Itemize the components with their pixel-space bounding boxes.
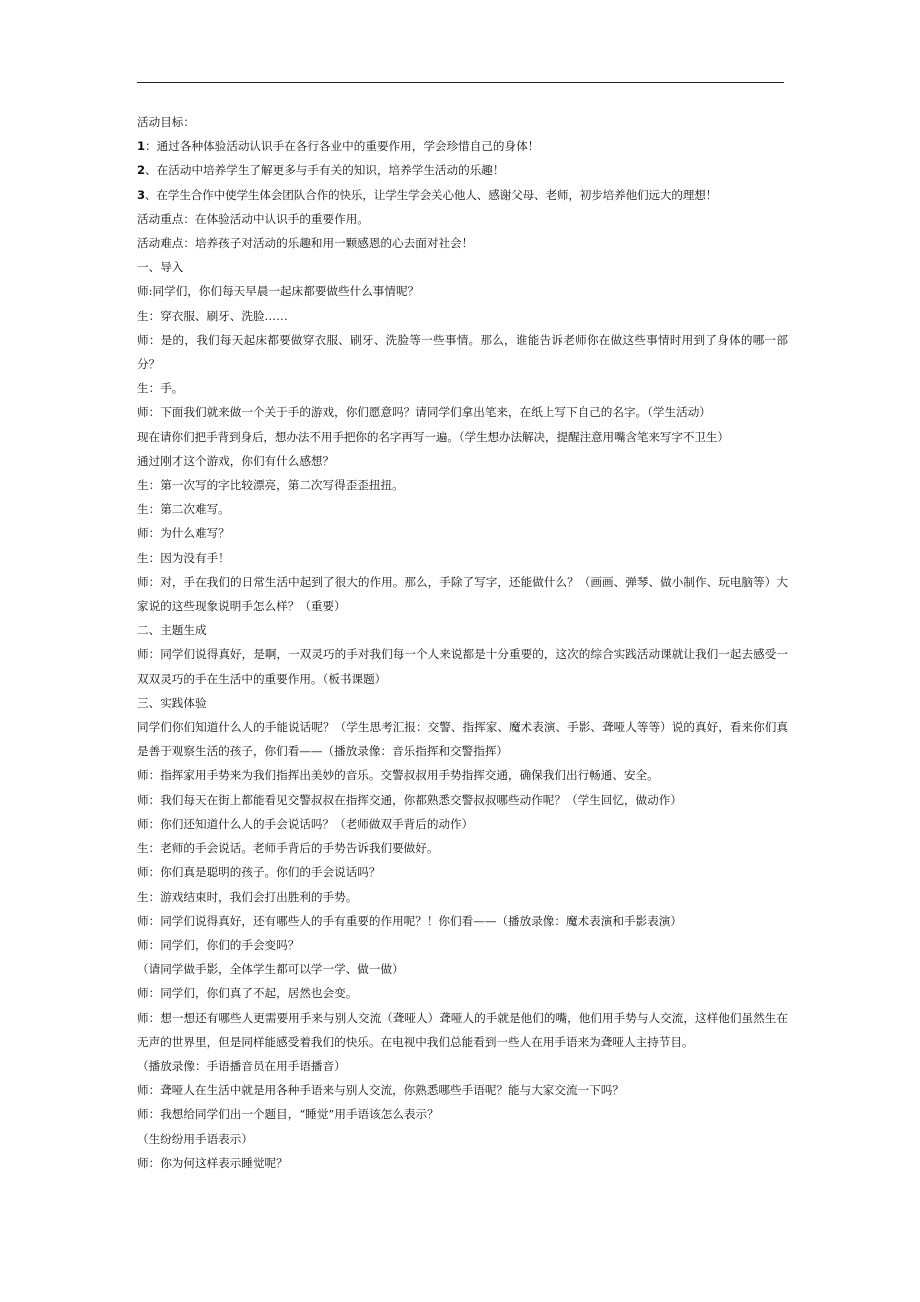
- paragraph: 师：聋哑人在生活中就是用各种手语来与别人交流，你熟悉哪些手语呢？能与大家交流一下吗？: [137, 1083, 624, 1098]
- paragraph: 生：老师的手会说话。老师手背后的手势告诉我们要做好。: [137, 841, 439, 856]
- section-3-heading: 三、实践体验: [137, 695, 207, 710]
- goal-1-number: 1: [137, 139, 146, 154]
- paragraph: 生：手。: [137, 381, 184, 396]
- paragraph: 师：你们还知道什么人的手会说话吗？（老师做双手背后的动作）: [137, 816, 474, 831]
- goal-3-text: 、在学生合作中使学生体会团队合作的快乐，让学生学会关心他人、感谢父母、老师，初步培养他们远大的理想！: [144, 187, 718, 202]
- paragraph: （生纷纷用手语表示）: [137, 1131, 253, 1146]
- paragraph: （播放录像：手语播音员在用手语播音）: [137, 1058, 346, 1073]
- paragraph: 师：为什么难写？: [137, 526, 230, 541]
- goal-3-number: 3: [137, 187, 145, 202]
- header-rule: [137, 82, 784, 83]
- paragraph: 师：对，手在我们的日常生活中起到了很大的作用。那么，手除了写字，还能做什么？（画画、弹琴、做小制作、玩电脑等）大家说的这些现象说明手怎么样？（重要）: [137, 574, 788, 614]
- paragraph: 师：你们真是聪明的孩子。你们的手会说话吗？: [137, 865, 381, 880]
- paragraph: 师：是的，我们每天起床都要做穿衣服、刷牙、洗脸等一些事情。那么，谁能告诉老师你在做这些事情时用到了身体的哪一部分？: [137, 332, 788, 372]
- paragraph: 师：同学们，你们的手会变吗？: [137, 937, 300, 952]
- goal-3: [137, 183, 788, 207]
- paragraph: 师：我们每天在街上都能看见交警叔叔在指挥交通，你都熟悉交警叔叔哪些动作呢？（学生回忆，做动作）: [137, 792, 682, 807]
- paragraph: 生：第二次难写。: [137, 502, 230, 517]
- paragraph: （请同学做手影，全体学生都可以学一学、做一做）: [137, 962, 404, 977]
- paragraph: 师：你为何这样表示睡觉呢？: [137, 1155, 288, 1170]
- section-2-heading: 二、主题生成: [137, 623, 207, 638]
- paragraph: 师：我想给同学们出一个题目，“睡觉”用手语该怎么表示？: [137, 1107, 439, 1122]
- goal-2-text: 、在活动中培养学生了解更多与手有关的知识，培养学生活动的乐趣！: [145, 163, 505, 178]
- paragraph: 同学们你们知道什么人的手能说话呢？（学生思考汇报：交警、指挥家、魔术表演、手影、聋哑人等等）说的真好，看来你们真是善于观察生活的孩子，你们看——（播放录像：音乐指挥和交警指挥）: [137, 720, 788, 759]
- paragraph: 通过刚才这个游戏，你们有什么感想？: [137, 453, 335, 468]
- goals-heading: 活动目标：: [137, 115, 195, 129]
- paragraph: 生：穿衣服、刷牙、洗脸……: [137, 308, 288, 323]
- difficulty: 活动难点：培养孩子对活动的乐趣和用一颗感恩的心去面对社会！: [137, 236, 474, 251]
- paragraph: 师：同学们，你们真了不起，居然也会变。: [137, 986, 358, 1001]
- document-body: [137, 110, 788, 1175]
- goal-2-number: 2: [137, 163, 146, 178]
- goal-2: [137, 158, 788, 182]
- key-point: 活动重点：在体验活动中认识手的重要作用。: [137, 211, 369, 226]
- paragraph: 生：第一次写的字比较漂亮，第二次写得歪歪扭扭。: [137, 478, 404, 493]
- paragraph: 师：想一想还有哪些人更需要用手来与别人交流（聋哑人）聋哑人的手就是他们的嘴，他们用手势与人交流，这样他们虽然生在无声的世界里，但是同样能感受着我们的快乐。在电视中我们总能看到一些人在用手语来为聋哑人主持节目。: [137, 1010, 788, 1049]
- paragraph: 生：游戏结束时，我们会打出胜利的手势。: [137, 889, 358, 904]
- paragraph: 师：指挥家用手势来为我们指挥出美妙的音乐。交警叔叔用手势指挥交通，确保我们出行畅通、安全。: [137, 768, 659, 783]
- paragraph: 师:同学们，你们每天早晨一起床都要做些什么事情呢？: [137, 284, 420, 299]
- goal-1: [137, 134, 788, 158]
- paragraph: 师：下面我们就来做一个关于手的游戏，你们愿意吗？请同学们拿出笔来，在纸上写下自己的名字。（学生活动）: [137, 405, 711, 420]
- section-1-heading: 一、导入: [137, 260, 184, 275]
- goal-1-text: ：通过各种体验活动认识手在各行各业中的重要作用，学会珍惜自己的身体！: [145, 139, 540, 154]
- paragraph: 师：同学们说得真好，还有哪些人的手有重要的作用呢？！你们看——（播放录像：魔术表演和手影表演）: [137, 913, 682, 928]
- paragraph: 师：同学们说得真好，是啊，一双灵巧的手对我们每一个人来说都是十分重要的，这次的综合实践活动课就让我们一起去感受一双双灵巧的手在生活中的重要作用。（板书课题）: [137, 647, 788, 686]
- paragraph: 现在请你们把手背到身后，想办法不用手把你的名字再写一遍。（学生想办法解决，提醒注意用嘴含笔来写字不卫生）: [137, 429, 729, 444]
- paragraph: 生：因为没有手！: [137, 550, 230, 565]
